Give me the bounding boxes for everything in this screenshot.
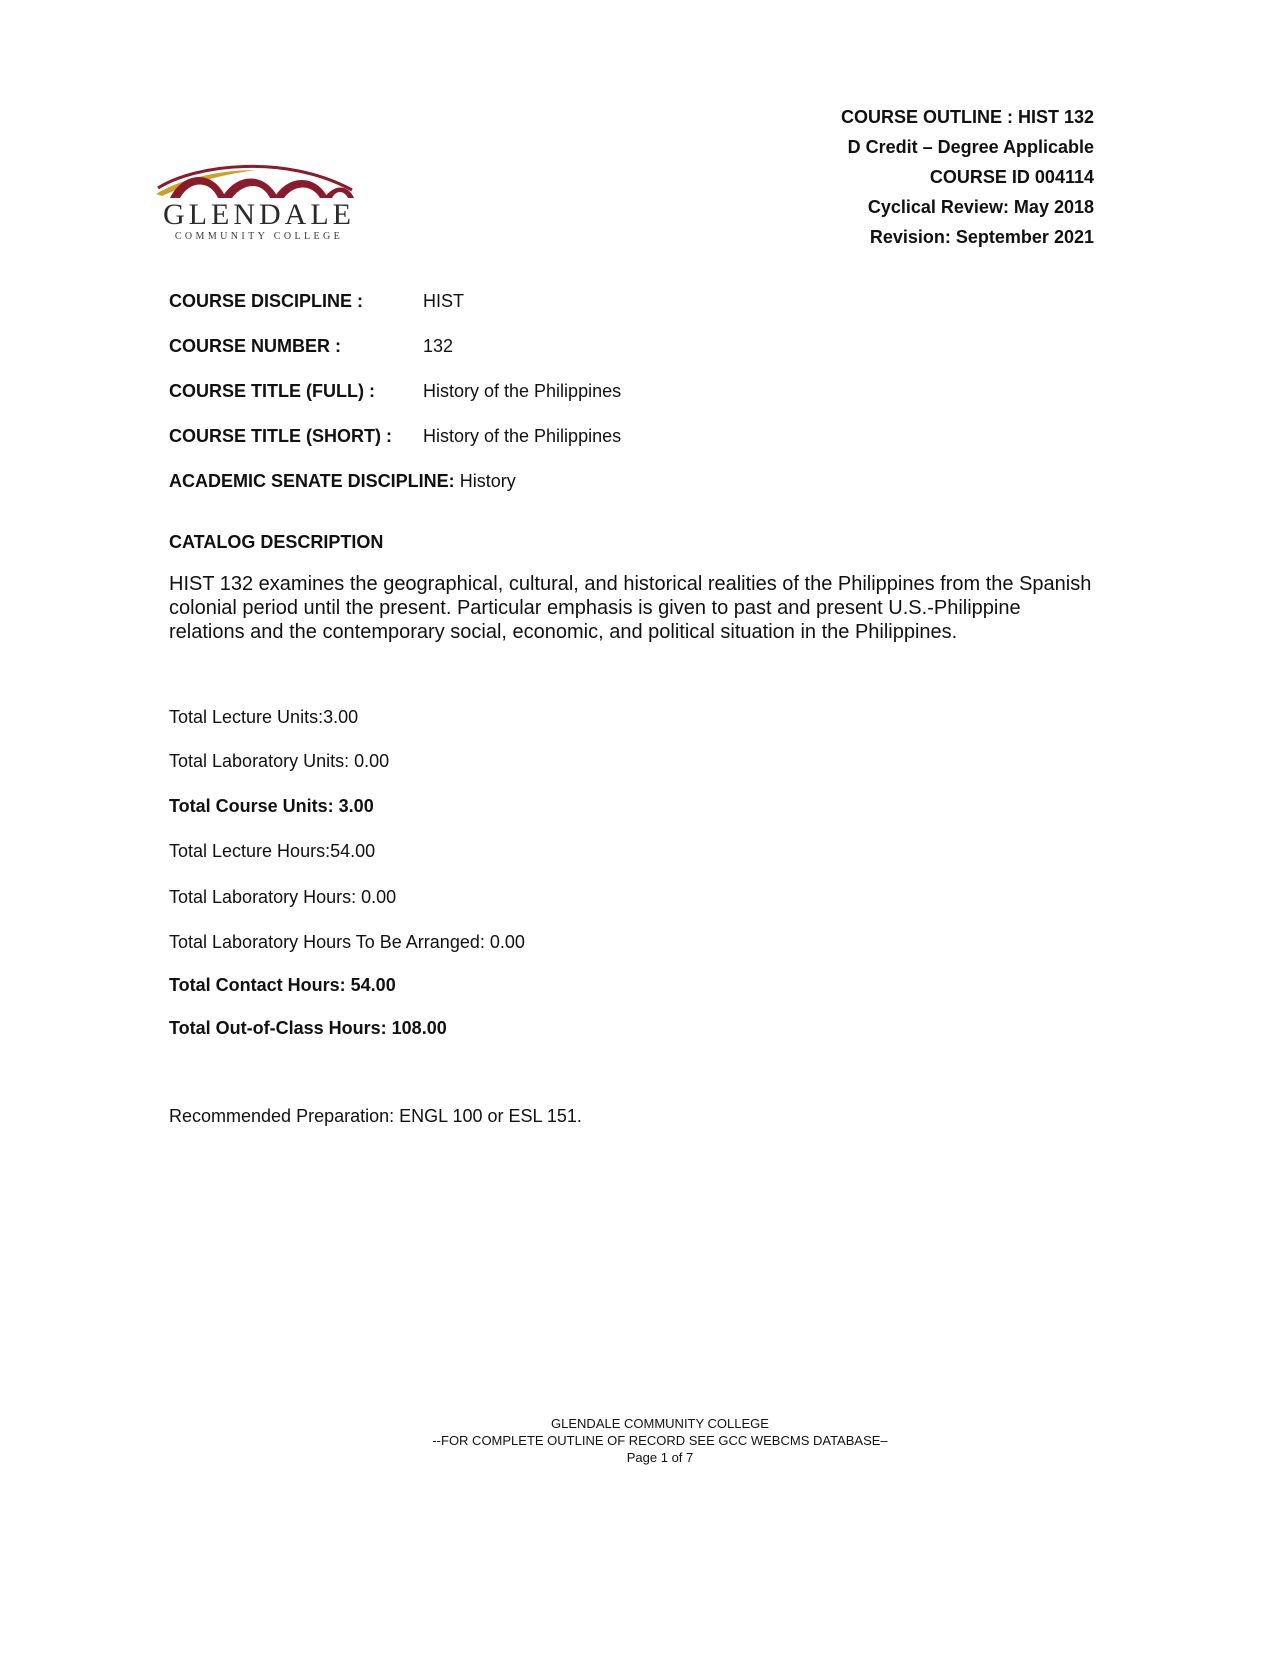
total-lecture-units: Total Lecture Units:3.00 — [169, 707, 359, 727]
field-label: COURSE TITLE (FULL) : — [169, 381, 375, 401]
field-label: COURSE TITLE (SHORT) : — [169, 426, 392, 446]
page-number: Page 1 of 7 — [626, 1450, 694, 1465]
course-header — [841, 102, 1094, 252]
total-laboratory-hours-arranged: Total Laboratory Hours To Be Arranged: 0.00 — [169, 932, 525, 952]
recommended-preparation: Recommended Preparation: ENGL 100 or ESL 151. — [169, 1106, 582, 1126]
college-logo — [156, 158, 362, 244]
logo-subtitle: COMMUNITY COLLEGE — [174, 231, 344, 242]
field-value: 132 — [423, 336, 454, 356]
field-value: History of the Philippines — [423, 426, 622, 446]
field-value: History of the Philippines — [423, 381, 622, 401]
footer-note: --FOR COMPLETE OUTLINE OF RECORD SEE GCC WEBCMS DATABASE– — [432, 1433, 888, 1448]
field-course-discipline — [169, 290, 464, 312]
total-out-of-class-hours: Total Out-of-Class Hours: 108.00 — [169, 1018, 447, 1038]
field-value: HIST — [423, 291, 465, 311]
cyclical-review-line: Cyclical Review: May 2018 — [867, 197, 1094, 217]
field-label: ACADEMIC SENATE DISCIPLINE: — [169, 471, 455, 491]
field-label: COURSE NUMBER : — [169, 336, 342, 356]
catalog-description-text: HIST 132 examines the geographical, cultural, and historical realities of the Philippines from the Spanish colonial period until the present. Particular emphasis is given to past and present U.S.-Philippine relations and the contemporary social, economic, and political situation in the Philippines. — [169, 573, 1092, 643]
field-label: COURSE DISCIPLINE : — [169, 291, 364, 311]
total-course-units: Total Course Units: 3.00 — [169, 796, 374, 816]
field-course-title-short — [169, 425, 621, 447]
total-laboratory-units: Total Laboratory Units: 0.00 — [169, 751, 390, 771]
total-contact-hours: Total Contact Hours: 54.00 — [169, 975, 396, 995]
total-laboratory-hours: Total Laboratory Hours: 0.00 — [169, 887, 397, 907]
credit-line: D Credit – Degree Applicable — [847, 137, 1094, 157]
course-outline-line: COURSE OUTLINE : HIST 132 — [840, 107, 1094, 127]
logo-wordmark: GLENDALE — [163, 198, 355, 231]
course-id-line: COURSE ID 004114 — [929, 167, 1094, 187]
catalog-description-heading: CATALOG DESCRIPTION — [169, 532, 384, 552]
field-academic-senate-discipline — [169, 470, 516, 492]
field-course-number — [169, 335, 453, 357]
field-course-title-full — [169, 380, 621, 402]
footer-college-name: GLENDALE COMMUNITY COLLEGE — [551, 1416, 769, 1431]
field-value: History — [459, 471, 516, 491]
total-lecture-hours: Total Lecture Hours:54.00 — [169, 841, 376, 861]
revision-line: Revision: September 2021 — [869, 227, 1094, 247]
page-footer — [0, 1415, 1280, 1466]
